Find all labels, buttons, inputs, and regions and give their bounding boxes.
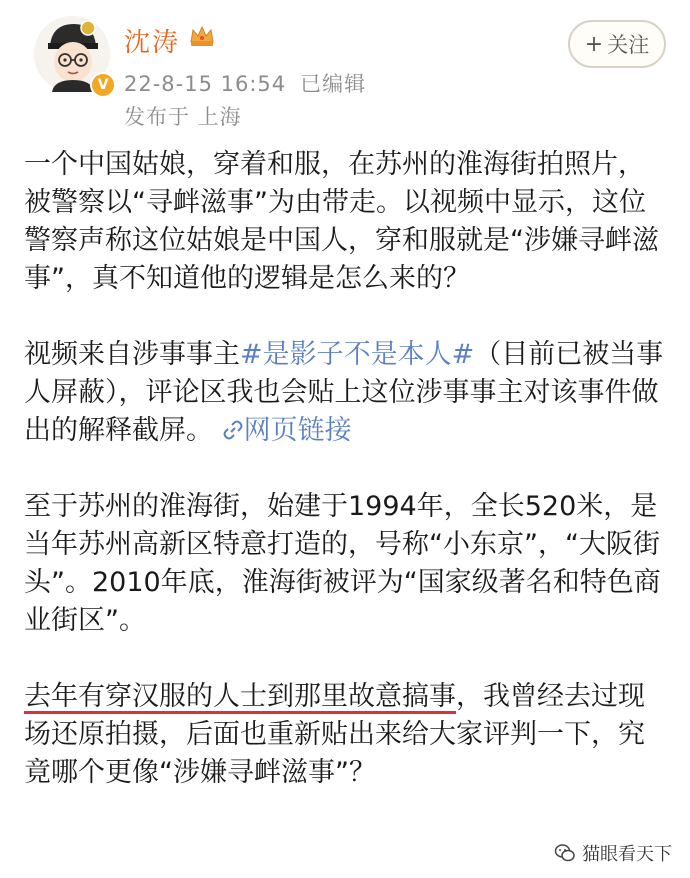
avatar[interactable] <box>34 16 110 92</box>
watermark <box>550 838 676 868</box>
verified-badge-icon: V <box>90 72 116 98</box>
wechat-icon <box>554 842 576 864</box>
crown-icon <box>188 22 216 50</box>
plus-icon: + <box>584 31 604 57</box>
post-paragraph-4 <box>24 678 669 792</box>
author-name[interactable]: 沈涛 <box>124 28 181 58</box>
post-location: 发布于 上海 <box>124 105 242 129</box>
post-meta <box>124 68 366 98</box>
web-link[interactable] <box>222 415 352 446</box>
watermark-text: 猫眼看天下 <box>582 844 672 865</box>
paragraph-2-middle: （目前已被当事人屏蔽），评论区我也会贴上这位涉事事主对该事件做出的解释截屏。 <box>24 339 664 446</box>
post-timestamp: 22-8-15 16:54 <box>124 72 287 96</box>
link-icon <box>222 419 244 441</box>
post-header <box>0 0 690 140</box>
paragraph-2-prefix: 视频来自涉事事主 <box>24 339 240 370</box>
follow-button-label: 关注 <box>607 33 650 57</box>
follow-button[interactable] <box>568 20 666 68</box>
post-paragraph-1: 一个中国姑娘，穿着和服，在苏州的淮海街拍照片，被警察以“寻衅滋事”为由带走。以视频中显示，这位警察声称这位姑娘是中国人，穿和服就是“涉嫌寻衅滋事”，真不知道他的逻辑是怎么来的？ <box>24 149 659 294</box>
post-paragraph-3: 至于苏州的淮海街，始建于1994年，全长520米，是当年苏州高新区特意打造的，号称“小东京”，“大阪街头”。2010年底，淮海街被评为“国家级著名和特色商业街区”。 <box>24 491 661 636</box>
edited-label[interactable]: 已编辑 <box>300 72 367 96</box>
post-body <box>24 146 669 792</box>
underlined-text: 去年有穿汉服的人士到那里故意搞事 <box>24 681 456 712</box>
web-link-label: 网页链接 <box>243 415 352 446</box>
paragraph-4-rest: ，我曾经去过现场还原拍摄，后面也重新贴出来给大家评判一下，究竟哪个更像“涉嫌寻衅滋事”？ <box>24 681 645 788</box>
hashtag-link[interactable]: #是影子不是本人# <box>240 339 475 370</box>
post-paragraph-2 <box>24 336 669 450</box>
